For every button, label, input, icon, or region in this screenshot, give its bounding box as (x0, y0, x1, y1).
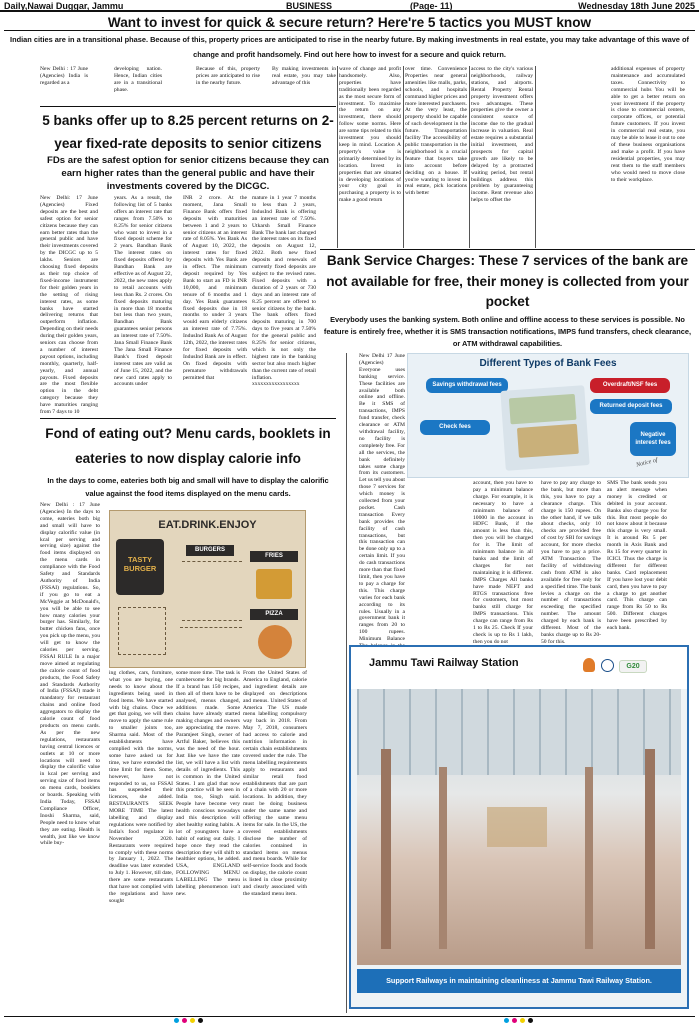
story3-col3: have to pay any charge to the bank, but more than this, you have to pay a clearance charge. This charge is 150 rupees. On the other hand, if we talk about checks, only 10 checks are provided free of cost by SBI for savings account, for more checks you have to pay a price. ATM Transaction The facility of withdrawing cash from ATM is also available for free only for a specified time. The bank levies a charge on the number of transactions exceeding the specified number. The amount charged by each bank is different. Most of the banks charge up to Rs 20-50 for this. (541, 480, 601, 645)
story1-col4: By making investments in real estate, you may take advantage of this (272, 66, 336, 86)
ad-title: Jammu Tawi Railway Station (369, 657, 519, 669)
paper-name: Daily,Nawai Duggar, Jammu (4, 1, 124, 11)
column-rule (403, 66, 404, 248)
story2-col4: mature in 1 year 7 months to less than 2 years, IndusInd Bank is offering an interest rate of 7.50%. Utkarsh Small Finance Bank The bank last changed the interest rates on its fixed deposits on August 12, 2022. Both new fixed deposits and renewals of currently fixed deposits are subject to the revised rates. Fixed deposits with a duration of 2 years or 730 days and an interest rate of 8.25 percent are offered to senior citizens by the bank. The bank offers fixed deposits maturing in 700 days to five years at 7.50% for the general public and 8.25% for senior citizens, which is not only the highest rate in the banking sector but also much higher than the current rate of retail inflation. xxxxxxxxxxxxxxxxx (252, 195, 316, 388)
story3-col2: account, then you have to pay a minimum balance charge. For example, it is necessary to have a minimum balance of 10000 in the account in HDFC Bank, if the amount is less than this, then you will be charged for it. The limit of minimum balance in all banks and the limit of charges for not maintaining it is different. IMPS Charges All banks have made NEFT and RTGS transactions free for customers, but most banks still charge for IMPS transactions. This charge can range from Rs 1 to Rs 25. Check If your check is up to Rs 1 lakh, then you do not (473, 480, 533, 645)
story2-col1: New Delhi: 17 June (Agencies) Fixed deposits are the best and safest option for senior citizens because they can earn better rates than the general public and have their investments covered by the DICGC up to 5 lakhs. Seniors are choosing fixed deposits as their top choice of fixed-income instrument for their golden years in the setting of rising interest rates, as some banks have started delivering returns that outperform inflation. Depending on their needs during their golden years, seniors can choose from a number of interest payout options, including monthly, quarterly, half-yearly, and annual payouts. Fixed deposits are the most flexible option in the debt category because they have maturities ranging from 7 days to 10 (40, 195, 98, 416)
rule-story2 (40, 106, 336, 107)
masthead (0, 0, 699, 12)
column-rule (469, 66, 470, 248)
story1-col8: additional expenses of property maintenance and accumulated taxes. Connectivity to commercial hubs You will be able to get a better return on your investment if the property is close to commercial centers, corporate offices, or potential future customers. If you invest in commercial real estate, you may be able to lease it out to one of these business organisations and make a profit. If you have residential properties, you may rent them to the staff members who would need to move close to their workplace. (611, 66, 685, 183)
column-rule (535, 66, 536, 248)
story3-deck: Everybody uses the banking system. Both online and offline access to these services is possible. No feature is entirely free, whether it is SMS transaction notifications, IMPS fund transfers, check clearance, or ATM withdrawal capabilities. (323, 315, 692, 348)
ad-caption: Support Railways in maintaining cleanliness at Jammu Tawi Railway Station. (357, 969, 681, 993)
railway-logo-icon (601, 659, 614, 672)
menu-section-burgers: BURGERS (186, 545, 234, 556)
story4-deck: In the days to come, eateries both big and small will have to display the calorific value against the food items displayed on the menu cards. (47, 476, 329, 498)
story4-col1: New Delhi : 17 June (Agencies) In the days to come, eateries both big and small will have to display calorific value (in kcal per serving and serving size) against the food items displayed on the menu cards in compliance with the Food Safety and Standards Authority of India (FSSAI) regulations. So, if you go to eat a McVeggie at McDonald's, you will be able to see how many calories your burger has. Similarly, for butter chicken fans, once you pick up the menu, you will get to know the calories per serving. FSSAI RULE In a major move aimed at regulating the calorie count of food products, the Food Safety and Standards Authority of India (FSSAI) made it mandatory for restaurant chains and online food aggregators to display the calorie count of food products on menu cards. As per the new regulations, restaurants having central licences or outlets at 10 or more locations will need to display the calorific value in kcal per serving and serving size of food items on menu cards, booklets or boards. Speaking with India Today, FSSAI Compliance Officer, Inoshi Sharma, said, People need to know what they are eating. Health is wealth, just like we know while buy- (40, 502, 100, 847)
g20-badge: G20 (619, 660, 647, 673)
fee-card-overdraft: Overdraft/NSF fees (590, 378, 670, 393)
fee-card-savings: Savings withdrawal fees (426, 378, 508, 393)
bank-fees-graphic (407, 353, 689, 478)
story4-col3: some more time. The task is cumbersome for big brands. If a brand has 150 recipes, then all of them have to be analysed, menus changed, additions made. Some chains have already started making changes and owners are appreciating the move. Paramjeet Singh, owner of Artful Baker, believes this was the need of the hour. Just like we have the rate list, we will have a list with details of ingredients. This is common in the United States. I am glad that now this practice will be seen in India too, Singh said. People have become very health conscious nowadays and this description will abet healthy eating habits. A lot of youngsters have a habit of eating out daily. I hope once they read the description they will shift to healthier options, he added. USA, ENGLAND FOLLOWING MENU LABELLING The menu labelling phenomenon isn't new. (176, 670, 240, 897)
menu-board-image (109, 510, 306, 668)
story1-col5: wave of change and profit handsomely. Also, properties have traditionally been regarded as the most secure form of investment. To maximise the return on any investment, there should follow some norms. Here are some tips related to this investment you should keep in mind. Location A property's value is primarily determined by its location. Invest in properties that are situated in developing locations of your city goal in purchasing a property is to make a good return (339, 66, 401, 204)
story2-headline: 5 banks offer up to 8.25 percent returns on 2-year fixed-rate deposits to senior citizens (42, 113, 334, 151)
menu-section-pizza: PIZZA (250, 609, 298, 620)
bank-fees-title: Different Types of Bank Fees (479, 358, 617, 369)
column-rule (346, 353, 347, 1013)
story4-col2: ing clothes, cars, furniture, what you are buying, one needs to know about the ingredients being used in food items. We have started with big chains. Once we get that going, we will then move to apply the same rule to smaller joints too, Sharma said. Most of the establishments have complied with the norms, some have asked us for time, we have extended the time limit for them. Some, however, have not responded to us, so FSSAI has suspended their licences, she added. RESTAURANTS SEEK MORE TIME The latest labelling and display regulations were notified by India's food regulator in November 2020. Restaurants were required to comply with these norms by January 1, 2022. The deadline was later extended to July 1. However, till date, there are some restaurants that have not complied with the regulations and have sought (109, 670, 173, 904)
menu-section-fries: FRIES (250, 551, 298, 562)
story4-headline: Fond of eating out? Menu cards, booklets in eateries to now display calorie info (45, 426, 331, 466)
pizza-drawing (258, 625, 292, 659)
story2-col3: INR 2 crore. At the moment, Jana Small Finance Bank offers fixed deposits with maturities between 1 and 2 years to senior citizens at an interest rate of 8.05%. Yes Bank As of August 10, 2022, the interest rates for fixed deposits with Yes Bank are in effect. The minimum deposit required by Yes Bank to start an FD is INR 10,000, and minimum tenure of 6 months and 1 day. Yes Bank guarantees fixed deposits due in 18 months to under 3 years would earn elderly citizens an interest rate of 7.75%. IndusInd Bank As of August 12th, 2022, the interest rates for fixed deposits with IndusInd Bank are in effect. On fixed deposits with premature withdrawals permitted that (183, 195, 247, 381)
money-stack-image (500, 385, 589, 471)
menu-title: EAT.DRINK.ENJOY (158, 519, 257, 531)
story3-headline: Bank Service Charges: These 7 services of the bank are not available for free, their money is collected from your pocket (326, 253, 689, 310)
story2-col2: years. As a result, the following list of 5 banks offers an interest rate that ranges from 7.50% to 8.25% for senior citizens who want to invest in a fixed deposit scheme for 2 years. Bandhan Bank The interest rates on fixed deposits offered by Bandhan Bank are effective as of August 22, 2022, the new rates apply to retail accounts with less than Rs. 2 crores. On fixed deposits maturing in more than 18 months but less than two years, Bandhan Bank guarantees senior persons an interest rate of 7.50%. Jana Small Finance Bank The Jana Small Finance Bank's fixed deposit interest rates are valid as of June 15, 2022, and the new card rates apply to accounts under (114, 195, 172, 388)
rule-bottom (4, 1016, 695, 1017)
fee-card-returned: Returned deposit fees (590, 399, 672, 414)
section-name: BUSINESS (286, 1, 333, 11)
story1-deck: Indian cities are in a transitional phase. Because of this, property prices are anticipated to rise in the nearby future. By making investments in real estate, you may take advantage of this wave of change and profit handsomely. Find out here how to invest for a secure and quick return. (10, 35, 689, 59)
page-number: (Page- 11) (410, 1, 453, 11)
platform-photo (357, 689, 681, 965)
notice-label: Notice of (635, 457, 659, 469)
railway-ad (349, 645, 689, 1009)
fee-card-negative: Negative interest fees (630, 422, 676, 456)
story1-col1: New Delhi : 17 June (Agencies) India is regarded as a (40, 66, 88, 86)
story3-col1: New Delhi 17 June (Agencies) Everyone uses banking service. These facilities are available both online and offline. Be it SMS of transactions, IMPS fund transfer, check clearance or ATM withdrawal facility, no facility is completely free. For all the services, the bank definitely takes some charge from its customers. Let us tell you about those 7 services for which money is collected from your pocket. Cash transaction Every bank provides the facility of cash transactions, but this transaction can be done only up to a certain limit. If you do cash transactions more than that fixed limit, then you have to pay a charge for this. This charge varies for each bank according to its rules. Usually in a government bank it ranges from 20 to 100 rupees. Minimum Balance (359, 353, 405, 643)
story1-headline: Want to invest for quick & secure return? Here're 5 tactics you MUST know (107, 15, 592, 30)
story1-col6: over time. Convenience Properties near general amenities like malls, parks, schools, and hospitals command higher prices and more interested purchasers. At the very least, the property should be capable of such development in the future. Transportation facility The accessibility of public transportation in the neighborhood is a crucial feature that buyers take into account before deciding on a house. If you're wanting to invest in real estate, pick locations with better (405, 66, 467, 197)
rule-story3 (320, 249, 695, 250)
story2-deck: FDs are the safest option for senior citizens because they can earn higher rates than the general public and have their investments covered by the DICGC. (46, 155, 330, 192)
emblem-icon (583, 658, 595, 672)
column-rule (337, 66, 338, 248)
story1-col3: Because of this, property prices are anticipated to rise in the nearby future. (196, 66, 260, 86)
registration-marks (4, 1018, 695, 1024)
rule-story4 (40, 418, 336, 419)
tasty-burger-logo: TASTY BURGER (116, 539, 164, 595)
rule-top (4, 30, 695, 31)
fries-drawing (256, 569, 292, 599)
story4-col4: From the United States of America to England, calorie and ingredient details are displayed on descriptions and menus. United States of America The US made menu labelling compulsory way back in 2018. From May 7, 2018, consumers had access to calorie and nutrition information in certain chain establishments covered under the rule. The menu labelling requirements apply to restaurants and similar retail food establishments that are part of a chain with 20 or more locations. In addition, they must be doing business under the same name and offering the same menu items for sale. In the US, the covered establishments disclose the number of calories contained in standard items on menus and menu boards. While for self-service foods and foods on display, the calorie count is listed in close proximity and clearly associated with the standard menu item. (243, 670, 307, 897)
story1-col7: access to the city's various neighborhoods, railway stations, and airports. Rental Property Rental property investment offers two advantages. These properties give the owner a consistent source of income due to the gradual increase in valuation. Real estate requires a substantial initial investment, and prospects for capital growth are likely to be delayed by a protracted waiting period, but rental buildings address this problem by guaranteeing income. Rent revenue also helps to offset the (471, 66, 533, 204)
issue-date: Wednesday 18th June 2025 (578, 1, 695, 11)
fee-card-check: Check fees (420, 420, 490, 435)
story3-col4: SMS The bank sends you an alert message when money is credited or debited in your account. Banks also charge you for this. But most people do not know about it because this charge is very small. It is around Rs 5 per month in Axis Bank and Rs 15 for every quarter in ICICI. Thus the charge is different for different banks. Card replacement If you have lost your debit card, then you have to pay a charge to get another card. This charge can range from Rs 50 to Rs 500. Different charges have been prescribed by each bank. (607, 480, 667, 632)
story1-col2: developing nation. Hence, Indian cities are in a transitional phase. (114, 66, 162, 93)
